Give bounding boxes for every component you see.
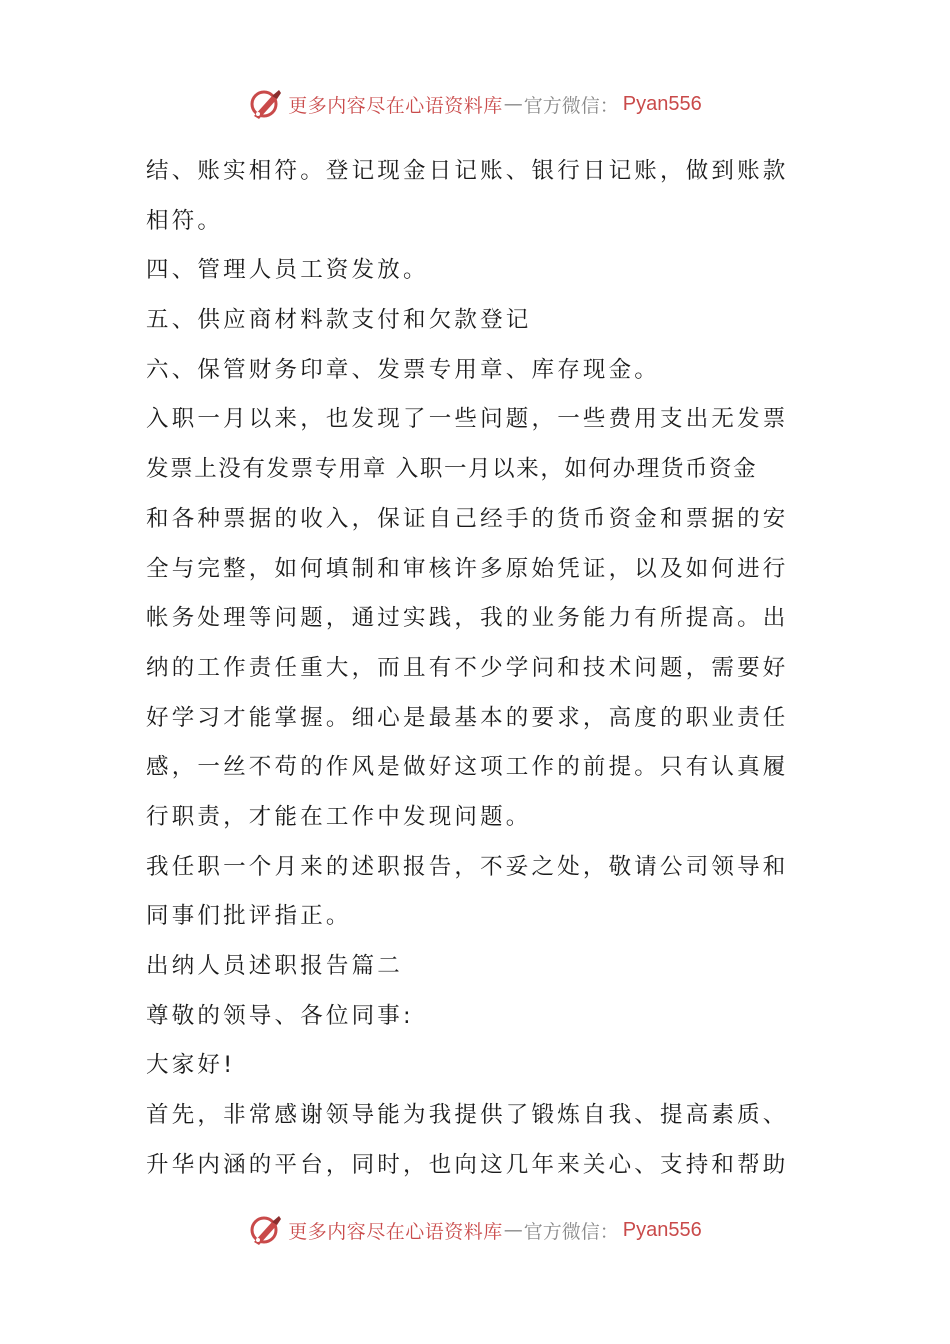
body-line: 四、管理人员工资发放。 [146,257,429,284]
body-line: 我任职一个月来的述职报告，不妥之处，敬请公司领导和 [146,853,789,880]
body-line: 入职一月以来，也发现了一些问题，一些费用支出无发票 [146,406,789,433]
footer-banner-text: 更多内容尽在心语资料库 [288,1220,503,1243]
body-line: 首先，非常感谢领导能为我提供了锻炼自我、提高素质、 [146,1102,789,1129]
footer-banner [0,1208,950,1252]
body-line: 和各种票据的收入，保证自己经手的货币资金和票据的安 [146,505,789,532]
header-banner-text: 更多内容尽在心语资料库 [288,94,503,117]
body-line: 行职责，才能在工作中发现问题。 [146,803,532,830]
greeting: 大家好! [146,1052,236,1079]
body-line: 同事们批评指正。 [146,903,352,930]
body-line: 帐务处理等问题，通过实践，我的业务能力有所提高。出 [146,605,789,632]
document-body [146,147,810,1190]
header-wechat-label: 官方微信： [523,94,619,117]
body-line: 结、账实相符。登记现金日记账、银行日记账，做到账款 [146,158,789,184]
header-banner [0,82,950,126]
body-line: 纳的工作责任重大，而且有不少学问和技术问题，需要好 [146,654,789,681]
header-banner-dash: — [503,93,523,115]
footer-wechat-label: 官方微信： [523,1220,619,1243]
body-line: 五、供应商材料款支付和欠款登记 [146,307,532,334]
header-wechat-id: Pyan556 [622,92,702,115]
body-line: 发票上没有发票专用章 入职一月以来，如何办理货币资金 [146,456,758,483]
pen-logo-icon [248,1212,284,1248]
salutation: 尊敬的领导、各位同事: [146,1002,414,1029]
body-line: 六、保管财务印章、发票专用章、库存现金。 [146,356,661,383]
body-line: 感，一丝不苟的作风是做好这项工作的前提。只有认真履 [146,754,789,781]
body-line: 相符。 [146,207,224,234]
footer-wechat-id: Pyan556 [622,1218,702,1241]
pen-logo-icon [248,86,284,122]
footer-banner-dash: — [503,1219,523,1241]
body-line: 全与完整，如何填制和审核许多原始凭证，以及如何进行 [146,555,789,582]
body-line: 升华内涵的平台，同时，也向这几年来关心、支持和帮助 [146,1151,789,1178]
section-heading: 出纳人员述职报告篇二 [146,953,404,979]
body-line: 好学习才能掌握。细心是最基本的要求，高度的职业责任 [146,704,789,731]
